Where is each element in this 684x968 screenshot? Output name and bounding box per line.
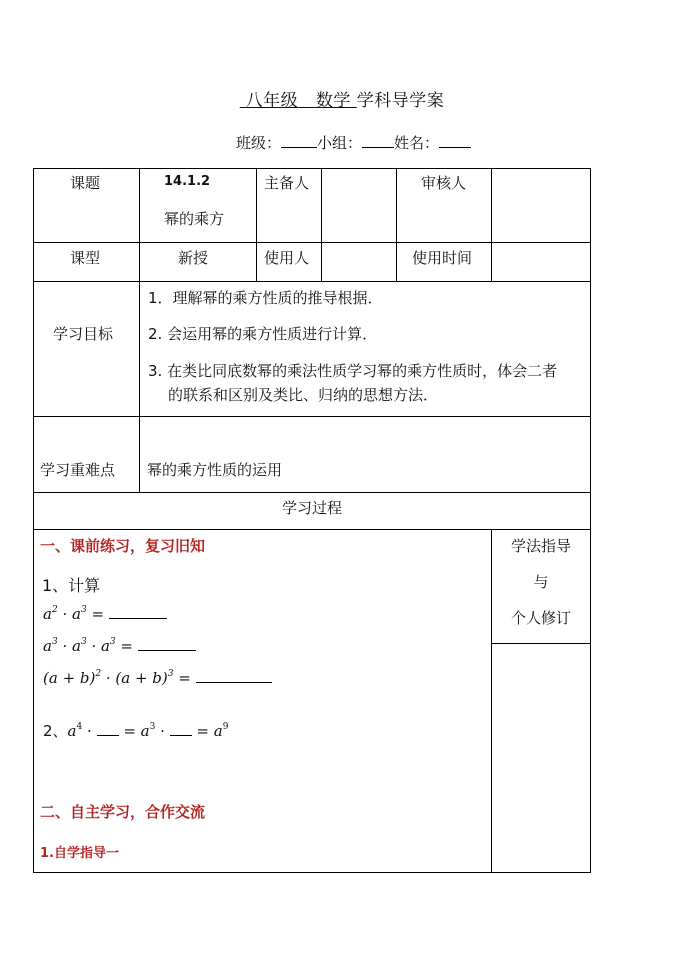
objective-item: 3. 在类比同底数幂的乘法性质学习幂的乘方性质时，体会二者 [148,362,558,380]
class-blank[interactable] [281,146,317,148]
type-label: 课型 [70,249,101,267]
objective-item: 的联系和区别及类比、归纳的思想方法． [168,386,439,404]
objectives-label: 学习目标 [53,325,114,343]
reviewer-label: 审核人 [421,174,467,192]
name-blank[interactable] [439,146,471,148]
keypoints-value: 幂的乘方性质的运用 [147,461,283,479]
question-2: 2、$a^4$ · = $a^3$ · = $a^9$ [43,722,229,740]
expression-1: $a^2 \cdot a^3$ = [43,605,167,623]
keypoints-label: 学习重难点 [40,461,116,479]
process-title: 学习过程 [281,499,342,517]
grade-text: 八年级 [245,91,299,111]
student-info-line [236,132,471,153]
question-1-label: 1、计算 [42,576,101,595]
self-study-guide-1: 1.自学指导一 [40,846,119,861]
usetime-label: 使用时间 [412,249,473,267]
group-label: 小组： [317,134,363,152]
class-label: 班级： [236,134,282,152]
objective-item: 2. 会运用幂的乘方性质进行计算． [148,325,378,343]
expression-3: $(a + b)^2 \cdot (a + b)^3$ = [43,669,272,687]
page-title [0,86,684,111]
topic-code: 14.1.2 [164,174,211,189]
group-blank[interactable] [362,146,394,148]
type-value: 新授 [178,249,209,267]
section-self-study-heading: 二、自主学习，合作交流 [40,803,206,821]
objective-item: 1．理解幂的乘方性质的推导根据． [148,289,383,307]
preparer-label: 主备人 [264,174,310,192]
side-line-3: 个人修订 [510,609,571,627]
side-line-1: 学法指导 [510,537,571,555]
name-label: 姓名： [394,134,440,152]
subject-text: 数学 [315,91,351,111]
user-label: 使用人 [264,249,310,267]
question-2-label: 2、 [43,722,68,740]
topic-name: 幂的乘方 [164,210,225,228]
section-review-heading: 一、课前练习，复习旧知 [40,537,206,555]
side-line-2: 与 [533,573,549,591]
expression-2: $a^3 \cdot a^3 \cdot a^3$ = [43,637,196,655]
title-suffix: 学科导学案 [356,91,445,111]
topic-label: 课题 [70,174,101,192]
